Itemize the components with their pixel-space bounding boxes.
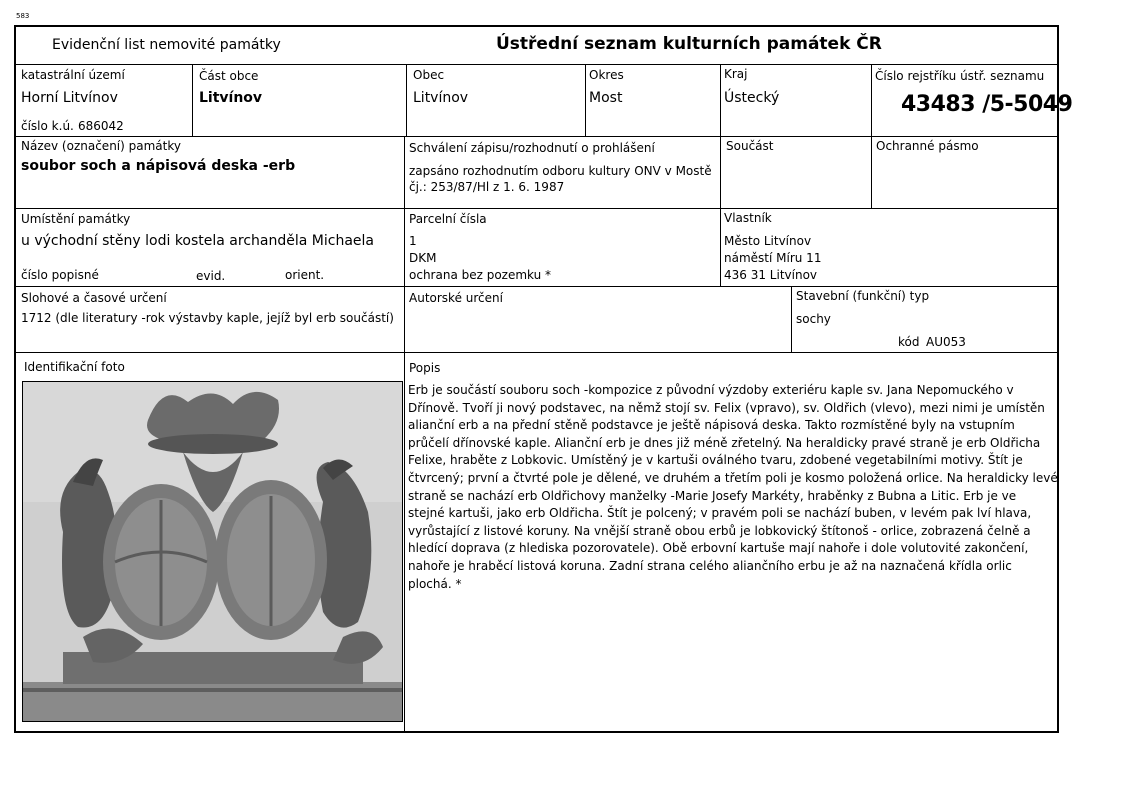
divider bbox=[585, 64, 586, 136]
municipality-value: Litvínov bbox=[413, 90, 469, 106]
description-line: hledící doprava (z hlediska pozorovatele). Obě erbovní kartuše mají nahoře i dole volutovité zakončení, bbox=[408, 541, 1029, 556]
divider bbox=[406, 64, 407, 136]
description-line: čtvrcený; první a čtvrté pole je dělené, ve druhém a třetím poli je kosmo položená orlice. Na heraldicky levé bbox=[408, 470, 1058, 485]
description-line: Felixe, hraběte z Lobkovic. Umístěný je v kartuši oválného tvaru, zdobené vegetabilními motivy. Štít je bbox=[408, 453, 1023, 468]
description-line: nahoře je hraběcí listová koruna. Zadní strana celého aliančního erbu je až na naznačená křídla orlic bbox=[408, 558, 1012, 573]
owner-line-1: Město Litvínov bbox=[724, 234, 812, 248]
house-number-label: číslo popisné bbox=[21, 268, 99, 282]
description-label: Popis bbox=[409, 361, 441, 375]
district-value: Most bbox=[589, 90, 623, 106]
description-line: plochá. * bbox=[408, 576, 462, 591]
divider bbox=[404, 136, 405, 208]
rule-row3 bbox=[15, 286, 1058, 287]
region-value: Ústecký bbox=[724, 90, 780, 106]
description-line: stejné kartuši, jako erb Oldřicha. Štít je polcený; v pravém poli se nachází buben, v levém pak lví hlava, bbox=[408, 506, 1032, 521]
divider bbox=[404, 352, 405, 732]
type-code-value: AU053 bbox=[926, 335, 966, 349]
description-line: průčelí dřínovské kaple. Alianční erb je dnes již méně zřetelný. Na heraldicky pravé straně je erb Oldřicha bbox=[408, 435, 1041, 450]
municipal-part-label: Část obce bbox=[199, 69, 259, 83]
parcel-line-1: 1 bbox=[409, 234, 417, 248]
owner-label: Vlastník bbox=[724, 211, 772, 225]
identification-photo bbox=[22, 381, 403, 722]
location-label: Umístění památky bbox=[21, 212, 131, 226]
owner-line-3: 436 31 Litvínov bbox=[724, 268, 818, 282]
divider bbox=[720, 136, 721, 208]
divider bbox=[720, 64, 721, 136]
rule-header bbox=[15, 64, 1058, 65]
cadastral-number-value: 686042 bbox=[78, 119, 124, 133]
location-value: u východní stěny lodi kostela archanděla Michaela bbox=[21, 233, 374, 249]
monument-name-value: soubor soch a nápisová deska -erb bbox=[21, 158, 296, 174]
municipality-label: Obec bbox=[413, 68, 445, 82]
divider bbox=[404, 286, 405, 352]
description-line: straně se nachází erb Oldřichovy manželky -Marie Josefy Markéty, hraběnky z Bubna a Litic. Erb je ve bbox=[408, 488, 1017, 503]
parcel-line-2: DKM bbox=[409, 251, 437, 265]
region-label: Kraj bbox=[724, 67, 748, 81]
monument-name-label: Název (označení) památky bbox=[21, 139, 181, 153]
style-period-label: Slohové a časové určení bbox=[21, 291, 167, 305]
approval-label: Schválení zápisu/rozhodnutí o prohlášení bbox=[409, 141, 655, 155]
page-number: 583 bbox=[16, 12, 30, 20]
type-code-label: kód bbox=[898, 335, 920, 349]
register-title: Ústřední seznam kulturních památek ČR bbox=[496, 34, 882, 54]
author-label: Autorské určení bbox=[409, 291, 503, 305]
description-line: Dřínově. Tvoří ji nový podstavec, na němž stojí sv. Felix (vpravo), sv. Oldřich (vlevo), mezi nimi je umístěn bbox=[408, 400, 1045, 415]
building-type-label: Stavební (funkční) typ bbox=[796, 289, 930, 303]
identification-photo-label: Identifikační foto bbox=[24, 360, 125, 374]
parcel-line-3: ochrana bez pozemku * bbox=[409, 268, 552, 282]
divider bbox=[404, 208, 405, 286]
coat-of-arms-photo bbox=[23, 382, 402, 721]
style-period-value: 1712 (dle literatury -rok výstavby kaple, jejíž byl erb součástí) bbox=[21, 311, 394, 325]
district-label: Okres bbox=[589, 68, 624, 82]
approval-line-2: čj.: 253/87/Hl z 1. 6. 1987 bbox=[409, 180, 565, 194]
register-number-label: Číslo rejstříku ústř. seznamu bbox=[875, 69, 1045, 83]
orientation-number-label: orient. bbox=[285, 268, 325, 282]
approval-line-1: zapsáno rozhodnutím odboru kultury ONV v Mostě bbox=[409, 164, 712, 178]
building-type-value: sochy bbox=[796, 312, 831, 326]
rule-row1 bbox=[15, 136, 1058, 137]
description-text bbox=[408, 382, 1058, 593]
divider bbox=[791, 286, 792, 352]
divider bbox=[871, 64, 872, 136]
form-title: Evidenční list nemovité památky bbox=[52, 37, 281, 53]
description-line: Erb je součástí souboru soch -kompozice z původní výzdoby exteriéru kaple sv. Jana Nepomuckého v bbox=[408, 383, 1014, 397]
rule-row4 bbox=[15, 352, 1058, 353]
municipal-part-value: Litvínov bbox=[199, 90, 263, 106]
divider bbox=[720, 208, 721, 286]
cadastral-area-value: Horní Litvínov bbox=[21, 90, 118, 106]
description-line: alianční erb a na přední stěně podstavce je ještě nápisová deska. Takto rozmístěné byly na vstupním bbox=[408, 418, 1015, 433]
owner-line-2: náměstí Míru 11 bbox=[724, 251, 822, 265]
divider bbox=[192, 64, 193, 136]
divider bbox=[871, 136, 872, 208]
rule-row2 bbox=[15, 208, 1058, 209]
cadastral-number-label: číslo k.ú. bbox=[21, 119, 74, 133]
protection-zone-label: Ochranné pásmo bbox=[876, 139, 979, 153]
description-line: vyrůstající z listové koruny. Na vnější straně obou erbů je lobkovický štítonoš - orlice, zobrazená čelně a bbox=[408, 523, 1031, 538]
cadastral-area-label: katastrální území bbox=[21, 68, 125, 82]
parcel-numbers-label: Parcelní čísla bbox=[409, 212, 487, 226]
register-number-value: 43483 /5-5049 bbox=[901, 92, 1073, 117]
evidence-number-label: evid. bbox=[196, 269, 226, 283]
component-label: Součást bbox=[726, 139, 774, 153]
